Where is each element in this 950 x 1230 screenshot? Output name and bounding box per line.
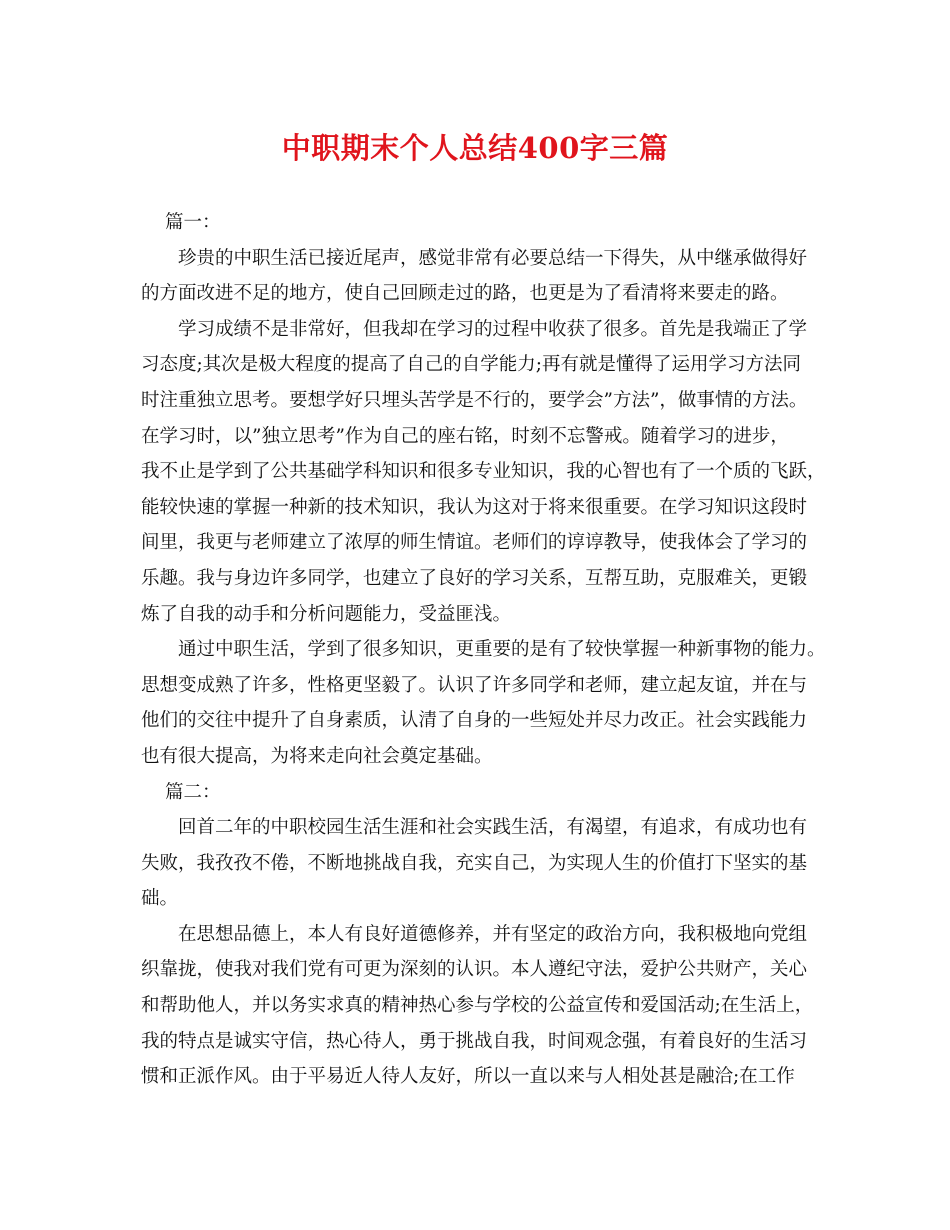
paragraph xyxy=(141,917,821,1095)
text-line: 的方面改进不足的地方，使自己回顾走过的路，也更是为了看清将来要走的路。 xyxy=(141,283,789,305)
text-line: 时注重独立思考。要想学好只埋头苦学是不行的，要学会”方法”，做事情的方法。 xyxy=(141,389,808,411)
text-line: 间里，我更与老师建立了浓厚的师生情谊。老师们的谆谆教导，使我体会了学习的 xyxy=(141,532,808,554)
text-line: 惯和正派作风。由于平易近人待人友好，所以一直以来与人相处甚是融洽;在工作 xyxy=(141,1066,795,1088)
paragraph xyxy=(141,632,826,774)
text-line: 炼了自我的动手和分析问题能力，受益匪浅。 xyxy=(141,603,512,625)
document-title: 中职期末个人总结400字三篇 xyxy=(281,131,669,165)
text-line: 通过中职生活，学到了很多知识，更重要的是有了较快掌握一种新事物的能力。 xyxy=(178,639,826,661)
document-body xyxy=(141,205,826,1095)
text-line: 我的特点是诚实守信，热心待人，勇于挑战自我，时间观念强，有着良好的生活习 xyxy=(141,1030,808,1052)
text-line: 习态度;其次是极大程度的提高了自己的自学能力;再有就是懂得了运用学习方法同 xyxy=(141,354,801,376)
text-line: 能较快速的掌握一种新的技术知识，我认为这对于将来很重要。在学习知识这段时 xyxy=(141,496,808,518)
text-line: 织靠拢，使我对我们党有可更为深刻的认识。本人遵纪守法，爱护公共财产，关心 xyxy=(141,959,808,981)
text-line: 在思想品德上，本人有良好道德修养，并有坚定的政治方向，我积极地向党组 xyxy=(178,923,808,945)
text-line: 学习成绩不是非常好，但我却在学习的过程中收获了很多。首先是我端正了学 xyxy=(178,318,808,340)
paragraph xyxy=(141,241,821,312)
text-line: 珍贵的中职生活已接近尾声，感觉非常有必要总结一下得失，从中继承做得好 xyxy=(178,247,808,269)
text-line: 础。 xyxy=(141,888,179,910)
text-line: 他们的交往中提升了自身素质，认清了自身的一些短处并尽力改正。社会实践能力 xyxy=(141,710,808,732)
text-line: 我不止是学到了公共基础学科知识和很多专业知识，我的心智也有了一个质的飞跃， xyxy=(141,461,826,483)
text-line: 回首二年的中职校园生活生涯和社会实践生活，有渴望，有追求，有成功也有 xyxy=(178,817,808,839)
paragraph xyxy=(141,312,826,632)
section-heading-2: 篇二： xyxy=(165,781,221,803)
text-line: 也有很大提高，为将来走向社会奠定基础。 xyxy=(141,745,493,767)
text-line: 失败，我孜孜不倦，不断地挑战自我，充实自己，为实现人生的价值打下坚实的基 xyxy=(141,852,808,874)
text-line: 思想变成熟了许多，性格更坚毅了。认识了许多同学和老师，建立起友谊，并在与 xyxy=(141,674,808,696)
text-line: 乐趣。我与身边许多同学，也建立了良好的学习关系，互帮互助，克服难关，更锻 xyxy=(141,567,808,589)
text-line: 和帮助他人，并以务实求真的精神热心参与学校的公益宣传和爱国活动;在生活上， xyxy=(141,995,814,1017)
text-line: 在学习时，以”独立思考”作为自己的座右铭，时刻不忘警戒。随着学习的进步， xyxy=(141,425,789,447)
section-heading-1: 篇一： xyxy=(165,212,221,233)
paragraph xyxy=(141,810,821,917)
